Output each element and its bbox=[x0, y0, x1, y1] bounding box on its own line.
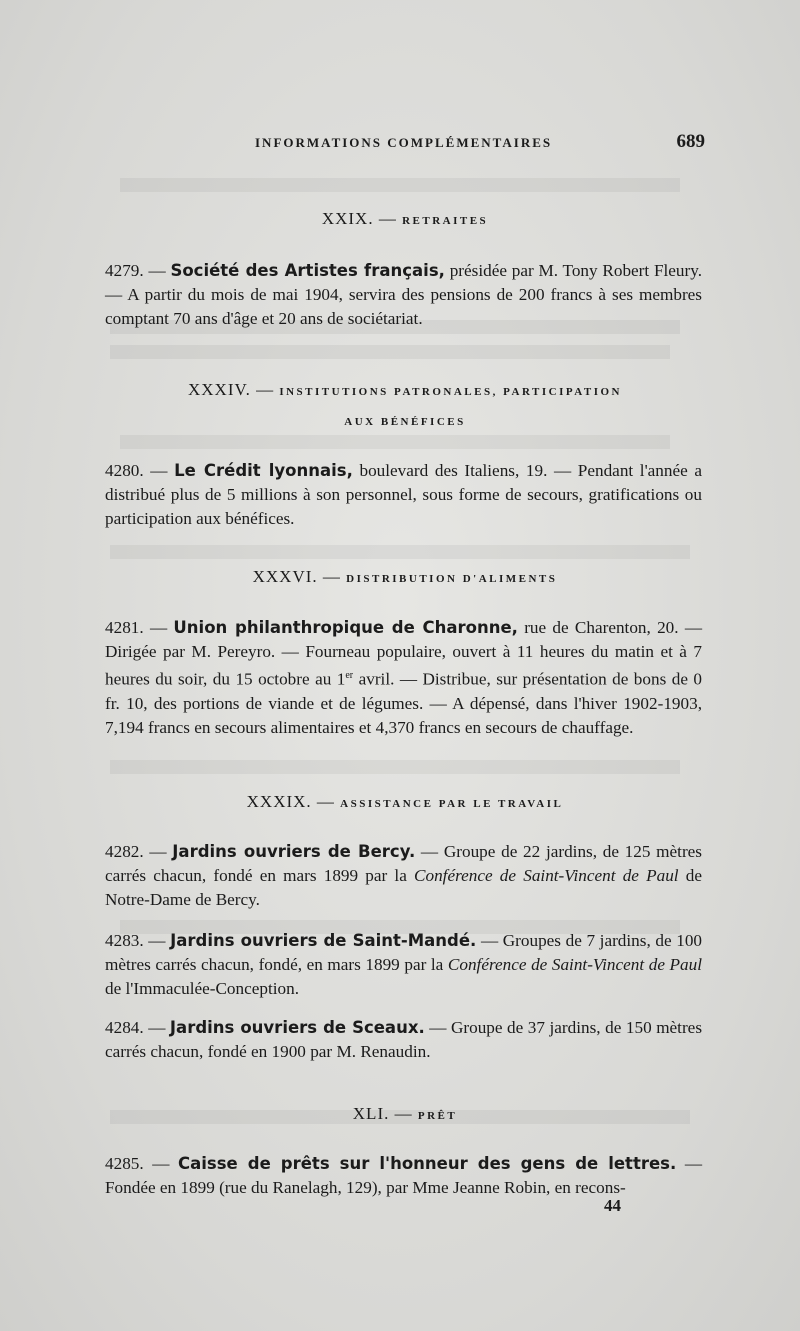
entry-text: rue de Charenton, 20. — Dirigée par M. Pereyro. — Fourneau populaire, ouvert à 11 heures du matin et à 7 heures du soir, du 15 octobre au 1 bbox=[105, 618, 703, 689]
section-dash: — bbox=[317, 567, 347, 586]
entry-number: 4283. — bbox=[105, 931, 171, 950]
entry-number: 4280. — bbox=[105, 461, 175, 480]
section-heading-pret bbox=[105, 1104, 705, 1124]
section-numeral: XLI. bbox=[352, 1104, 390, 1123]
entry-4279 bbox=[105, 259, 702, 331]
section-heading-institutions bbox=[105, 380, 705, 400]
entry-title: Le Crédit lyonnais, bbox=[174, 461, 353, 480]
entry-italic-text: Conférence de Saint-Vincent de Paul bbox=[447, 955, 703, 974]
entry-italic-text: Conférence de Saint-Vincent de Paul bbox=[414, 866, 679, 885]
section-dash: — bbox=[389, 1104, 418, 1123]
entry-4283 bbox=[105, 929, 702, 1001]
entry-title: Caisse de prêts sur l'honneur des gens de lettres. bbox=[178, 1154, 677, 1173]
entry-number: 4281. — bbox=[105, 618, 174, 637]
section-numeral: XXIX. bbox=[321, 209, 374, 228]
section-dash: — bbox=[250, 380, 280, 399]
entry-title: Société des Artistes français, bbox=[170, 261, 445, 280]
section-heading-line2: AUX BÉNÉFICES bbox=[344, 416, 466, 428]
running-header bbox=[105, 131, 705, 155]
entry-title: Jardins ouvriers de Saint-Mandé. bbox=[170, 931, 477, 950]
entry-4285 bbox=[105, 1152, 702, 1200]
entry-text: boulevard des Italiens, 19. — Pendant l'année a distribué plus de 5 millions à son personnel, sous forme de secours, gratifications ou participation aux bénéfices. bbox=[105, 461, 703, 528]
section-heading-distribution bbox=[105, 567, 705, 587]
page-number: 689 bbox=[676, 131, 705, 152]
entry-text: présidée par M. Tony Robert Fleury. — A partir du mois de mai 1904, servira des pensions de 200 francs à ses membres comptant 70 ans d'âge et 20 ans de sociétariat. bbox=[105, 261, 703, 328]
entry-text: — Groupe de 37 jardins, de 150 mètres carrés chacun, fondé en 1900 par M. Renaudin. bbox=[105, 1018, 703, 1061]
section-dash: — bbox=[311, 792, 341, 811]
section-dash: — bbox=[373, 209, 403, 228]
section-numeral: XXXVI. bbox=[252, 567, 318, 586]
entry-number: 4279. — bbox=[105, 261, 171, 280]
entry-title: Jardins ouvriers de Sceaux. bbox=[169, 1018, 425, 1037]
section-title: DISTRIBUTION D'ALIMENTS bbox=[346, 573, 558, 585]
entry-number: 4284. — bbox=[105, 1018, 170, 1037]
entry-text: — Groupes de 7 jardins, de 100 mètres carrés chacun, fondé, en mars 1899 par la bbox=[105, 931, 703, 974]
section-title: RETRAITES bbox=[402, 215, 489, 227]
section-numeral: XXXIX. bbox=[246, 792, 312, 811]
entry-text-continued: de Notre-Dame de Bercy. bbox=[105, 866, 702, 909]
section-title: ASSISTANCE PAR LE TRAVAIL bbox=[340, 798, 564, 810]
entry-4280 bbox=[105, 459, 702, 531]
section-numeral: XXXIV. bbox=[188, 380, 251, 399]
entry-4282 bbox=[105, 840, 702, 912]
entry-text-continued: avril. — Distribue, sur présentation de bons de 0 fr. 10, des portions de viande et de légumes. — A dépensé, dans l'hiver 1902-1903, 7,194 francs en secours alimentaires et 4,370 francs en secours de chauffage. bbox=[105, 669, 702, 737]
section-heading-retraites bbox=[105, 209, 705, 229]
section-title: INSTITUTIONS PATRONALES, PARTICIPATION bbox=[279, 386, 622, 398]
running-title: INFORMATIONS COMPLÉMENTAIRES bbox=[255, 135, 553, 150]
entry-text: — Fondée en 1899 (rue du Ranelagh, 129), par Mme Jeanne Robin, en recons- bbox=[105, 1154, 703, 1197]
entry-title: Jardins ouvriers de Bercy. bbox=[172, 842, 416, 861]
section-heading-assistance bbox=[105, 792, 705, 812]
signature-mark: 44 bbox=[604, 1196, 621, 1215]
entry-text-continued: de l'Immaculée-Conception. bbox=[105, 979, 299, 998]
entry-title: Union philanthropique de Charonne, bbox=[173, 618, 518, 637]
superscript: er bbox=[345, 670, 354, 681]
section-title: PRÊT bbox=[417, 1110, 458, 1122]
entry-4281 bbox=[105, 616, 702, 740]
entry-number: 4285. — bbox=[105, 1154, 179, 1173]
entry-number: 4282. — bbox=[105, 842, 173, 861]
entry-4284 bbox=[105, 1016, 702, 1064]
entry-text: — Groupe de 22 jardins, de 125 mètres carrés chacun, fondé en mars 1899 par la bbox=[105, 842, 702, 885]
